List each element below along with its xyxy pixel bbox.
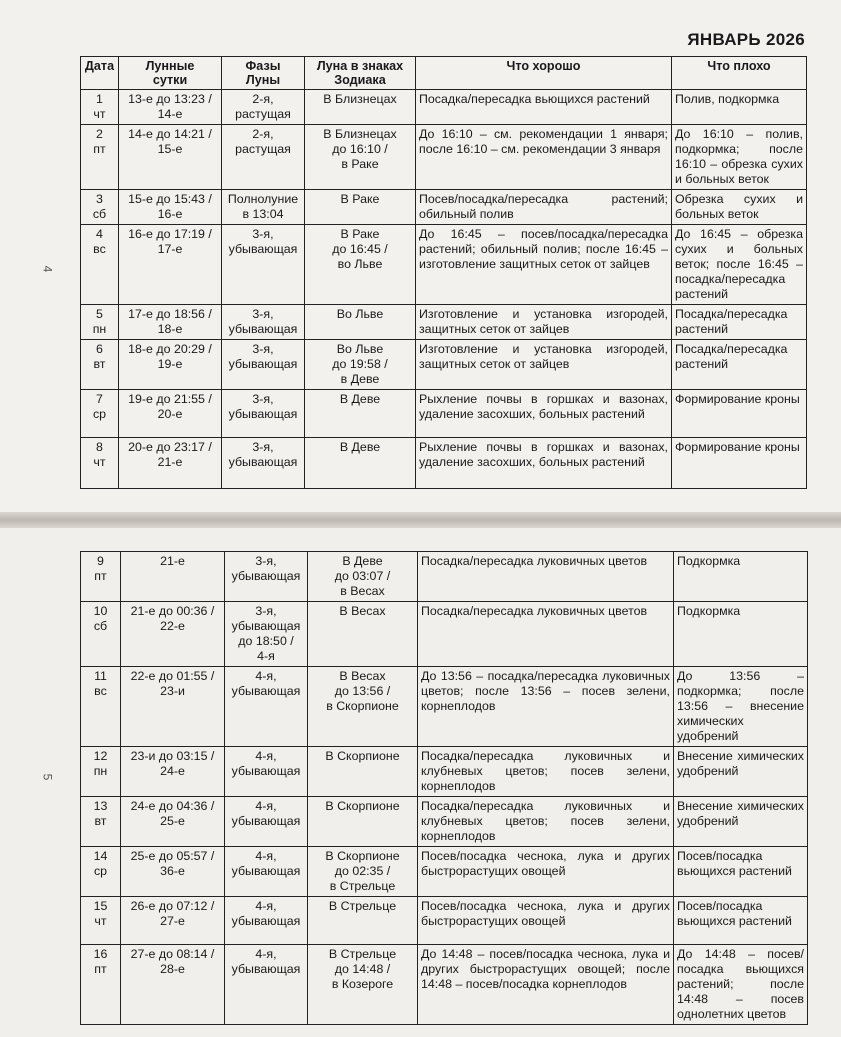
- good-activities-text: Посадка/пересадка вьющихся растений: [419, 92, 650, 106]
- moon-phase-cell: [222, 125, 305, 190]
- bottom-page: [0, 528, 841, 1037]
- lunar-day-cell: [121, 945, 225, 1025]
- lunar-day-cell: [119, 90, 222, 125]
- zodiac-text: В Деве: [339, 440, 381, 454]
- table-row: [81, 225, 807, 305]
- zodiac-cell: [305, 305, 416, 340]
- moon-phase-text: 4-я, убывающая: [231, 749, 301, 778]
- bad-activities-cell: [674, 797, 808, 847]
- bad-activities-text: До 16:45 – обрезка сухих и больных веток; после 16:45 – посадка/пересадка растений: [675, 227, 803, 301]
- weekday: вт: [93, 357, 106, 371]
- good-activities-text: До 14:48 – посев/посадка чеснока, лука и других быстрорастущих овощей; после 14:48 – посев/посадка корнеплодов: [421, 947, 670, 991]
- page-number-bottom: 5: [40, 773, 55, 781]
- good-activities-cell: [416, 390, 672, 438]
- good-activities-text: До 16:45 – посев/посадка/пересадка растений; обильный полив; после 16:45 – изготовление защитных сеток от зайцев: [419, 227, 668, 271]
- weekday: сб: [93, 619, 108, 633]
- zodiac-text: В Скорпионе до 02:35 / в Стрельце: [325, 849, 400, 893]
- good-activities-text: Рыхление почвы в горшках и вазонах, удаление засохших, больных растений: [419, 392, 668, 421]
- day-number: 4: [96, 227, 103, 241]
- good-activities-text: Посев/посадка/пересадка растений; обильный полив: [419, 192, 668, 221]
- table-row: [81, 602, 808, 667]
- weekday: ср: [92, 407, 107, 421]
- lunar-day-cell: [119, 438, 222, 489]
- moon-phase-cell: [222, 225, 305, 305]
- zodiac-text: В Стрельце: [328, 899, 397, 913]
- day-number: 3: [96, 192, 103, 206]
- zodiac-cell: [305, 340, 416, 390]
- moon-phase-cell: [225, 897, 308, 945]
- zodiac-cell: [308, 847, 418, 897]
- col-header-lunar-day: Лунные сутки: [119, 57, 222, 90]
- good-activities-text: Посадка/пересадка луковичных цветов: [421, 604, 648, 618]
- good-activities-cell: [418, 847, 674, 897]
- moon-phase-cell: [222, 390, 305, 438]
- weekday: чт: [93, 455, 106, 469]
- weekday: пн: [93, 764, 108, 778]
- day-number: 14: [93, 849, 108, 863]
- bad-activities-cell: [672, 125, 807, 190]
- date-cell: [81, 190, 119, 225]
- bad-activities-text: До 16:10 – полив, подкормка; после 16:10 – обрезка сухих и больных веток: [675, 127, 803, 186]
- day-number: 7: [96, 392, 103, 406]
- table-row: [81, 847, 808, 897]
- good-activities-text: Рыхление почвы в горшках и вазонах, удаление засохших, больных растений: [419, 440, 668, 469]
- moon-phase-text: Полнолуние в 13:04: [227, 192, 299, 221]
- lunar-day-text: 26-е до 07:12 / 27-е: [130, 899, 215, 928]
- moon-phase-cell: [222, 90, 305, 125]
- moon-phase-text: 3-я, убывающая: [228, 342, 298, 371]
- lunar-day-text: 15-е до 15:43 / 16-е: [128, 192, 212, 221]
- zodiac-cell: [308, 667, 418, 747]
- lunar-day-text: 18-е до 20:29 / 19-е: [128, 342, 212, 371]
- moon-phase-cell: [222, 305, 305, 340]
- date-cell: [81, 340, 119, 390]
- moon-phase-cell: [225, 602, 308, 667]
- weekday: пт: [94, 962, 107, 976]
- moon-phase-cell: [225, 747, 308, 797]
- moon-phase-text: 3-я, убывающая: [231, 554, 301, 583]
- zodiac-text: Во Льве: [336, 307, 384, 321]
- bad-activities-text: До 14:48 – посев/посадка вьющихся растений; после 14:48 – посев однолетних цветов: [677, 947, 804, 1021]
- weekday: пт: [93, 142, 106, 156]
- zodiac-text: В Скорпионе: [325, 749, 400, 763]
- lunar-day-text: 22-е до 01:55 / 23-и: [130, 669, 215, 698]
- col-header-zodiac: Луна в знаках Зодиака: [305, 57, 416, 90]
- moon-phase-text: 2-я, растущая: [235, 127, 291, 156]
- good-activities-cell: [416, 438, 672, 489]
- table-header-row: [81, 57, 807, 90]
- zodiac-text: В Весах: [339, 604, 386, 618]
- table-row: [81, 797, 808, 847]
- zodiac-cell: [308, 602, 418, 667]
- top-page: [0, 0, 841, 512]
- zodiac-text: В Стрельце до 14:48 / в Козероге: [328, 947, 397, 991]
- zodiac-cell: [308, 945, 418, 1025]
- col-header-bad: Что плохо: [672, 57, 807, 90]
- good-activities-text: До 13:56 – посадка/пересадка луковичных цветов; после 13:56 – посев зелени, корнеплодов: [421, 669, 670, 713]
- moon-phase-text: 4-я, убывающая: [231, 799, 301, 828]
- date-cell: [81, 225, 119, 305]
- lunar-calendar-table-bottom: [80, 551, 808, 1025]
- moon-phase-text: 3-я, убывающая: [228, 392, 298, 421]
- zodiac-cell: [305, 190, 416, 225]
- good-activities-cell: [418, 552, 674, 602]
- day-number: 6: [96, 342, 103, 356]
- moon-phase-text: 4-я, убывающая: [231, 899, 301, 928]
- weekday: вс: [93, 242, 106, 256]
- lunar-day-cell: [121, 552, 225, 602]
- moon-phase-text: 3-я, убывающая: [228, 307, 298, 336]
- bad-activities-text: Посев/посадка вьющихся растений: [677, 899, 792, 928]
- bad-activities-cell: [672, 225, 807, 305]
- moon-phase-cell: [222, 438, 305, 489]
- lunar-day-cell: [121, 602, 225, 667]
- good-activities-text: Посев/посадка чеснока, лука и других быстрорастущих овощей: [421, 849, 670, 878]
- date-cell: [81, 125, 119, 190]
- day-number: 13: [93, 799, 108, 813]
- table-row: [81, 438, 807, 489]
- bad-activities-cell: [672, 90, 807, 125]
- bad-activities-text: Внесение химических удобрений: [677, 749, 804, 778]
- moon-phase-text: 4-я, убывающая: [231, 947, 301, 976]
- table-row: [81, 340, 807, 390]
- lunar-day-text: 16-е до 17:19 / 17-е: [128, 227, 212, 256]
- table-row: [81, 390, 807, 438]
- table-row: [81, 90, 807, 125]
- date-cell: [81, 552, 121, 602]
- day-number: 2: [96, 127, 103, 141]
- date-cell: [81, 897, 121, 945]
- lunar-day-cell: [121, 747, 225, 797]
- lunar-day-text: 23-и до 03:15 / 24-е: [130, 749, 215, 778]
- date-cell: [81, 945, 121, 1025]
- lunar-day-text: 25-е до 05:57 / 36-е: [130, 849, 215, 878]
- good-activities-cell: [418, 602, 674, 667]
- lunar-day-text: 17-е до 18:56 / 18-е: [128, 307, 212, 336]
- bad-activities-text: Посев/посадка вьющихся растений: [677, 849, 792, 878]
- lunar-day-cell: [121, 797, 225, 847]
- table-row: [81, 190, 807, 225]
- date-cell: [81, 390, 119, 438]
- good-activities-text: Посадка/пересадка луковичных и клубневых цветов; посев зелени, корнеплодов: [421, 749, 670, 793]
- bad-activities-cell: [674, 602, 808, 667]
- zodiac-cell: [308, 797, 418, 847]
- lunar-day-cell: [121, 667, 225, 747]
- weekday: пт: [94, 569, 107, 583]
- col-header-date: Дата: [81, 57, 119, 90]
- zodiac-text: Во Льве до 19:58 / в Деве: [332, 342, 388, 386]
- moon-phase-text: 4-я, убывающая: [231, 669, 301, 698]
- zodiac-cell: [305, 225, 416, 305]
- table-row: [81, 667, 808, 747]
- lunar-day-cell: [119, 305, 222, 340]
- zodiac-text: В Близнецах до 16:10 / в Раке: [323, 127, 397, 171]
- table-row: [81, 747, 808, 797]
- day-number: 1: [96, 92, 103, 106]
- date-cell: [81, 602, 121, 667]
- good-activities-cell: [418, 797, 674, 847]
- weekday: чт: [93, 107, 106, 121]
- bad-activities-cell: [672, 390, 807, 438]
- good-activities-cell: [416, 305, 672, 340]
- zodiac-text: В Скорпионе: [325, 799, 400, 813]
- good-activities-cell: [418, 667, 674, 747]
- bad-activities-text: Посадка/пересадка растений: [675, 342, 788, 371]
- bad-activities-text: Полив, подкормка: [675, 92, 780, 106]
- zodiac-cell: [308, 552, 418, 602]
- zodiac-cell: [305, 125, 416, 190]
- lunar-day-cell: [119, 340, 222, 390]
- moon-phase-cell: [225, 552, 308, 602]
- good-activities-cell: [416, 340, 672, 390]
- bad-activities-cell: [672, 190, 807, 225]
- bad-activities-cell: [674, 667, 808, 747]
- lunar-day-text: 21-е: [160, 554, 185, 568]
- bad-activities-text: Формирование кроны: [675, 440, 800, 454]
- zodiac-text: В Деве до 03:07 / в Весах: [334, 554, 391, 598]
- lunar-day-text: 14-е до 14:21 / 15-е: [128, 127, 212, 156]
- bad-activities-text: До 13:56 – подкормка; после 13:56 – внесение химических удобрений: [677, 669, 804, 743]
- zodiac-text: В Раке: [340, 192, 380, 206]
- moon-phase-cell: [225, 797, 308, 847]
- bad-activities-text: Обрезка сухих и больных веток: [675, 192, 803, 221]
- day-number: 5: [96, 307, 103, 321]
- bad-activities-cell: [674, 847, 808, 897]
- day-number: 11: [94, 669, 107, 683]
- zodiac-cell: [308, 897, 418, 945]
- date-cell: [81, 797, 121, 847]
- moon-phase-text: 3-я, убывающая: [228, 227, 298, 256]
- date-cell: [81, 747, 121, 797]
- good-activities-cell: [416, 90, 672, 125]
- table-row: [81, 552, 808, 602]
- day-number: 16: [93, 947, 108, 961]
- lunar-day-text: 19-е до 21:55 / 20-е: [128, 392, 212, 421]
- date-cell: [81, 667, 121, 747]
- moon-phase-cell: [225, 667, 308, 747]
- good-activities-text: Посев/посадка чеснока, лука и других быстрорастущих овощей: [421, 899, 670, 928]
- moon-phase-cell: [222, 340, 305, 390]
- zodiac-cell: [305, 390, 416, 438]
- date-cell: [81, 847, 121, 897]
- zodiac-cell: [305, 90, 416, 125]
- day-number: 12: [93, 749, 108, 763]
- day-number: 9: [97, 554, 104, 568]
- zodiac-text: В Весах до 13:56 / в Скорпионе: [326, 669, 399, 713]
- bad-activities-cell: [672, 340, 807, 390]
- moon-phase-cell: [222, 190, 305, 225]
- day-number: 8: [96, 440, 103, 454]
- bad-activities-cell: [672, 305, 807, 340]
- month-title: ЯНВАРЬ 2026: [687, 30, 805, 49]
- day-number: 10: [93, 604, 108, 618]
- bad-activities-text: Внесение химических удобрений: [677, 799, 804, 828]
- lunar-day-cell: [119, 390, 222, 438]
- date-cell: [81, 305, 119, 340]
- moon-phase-text: 4-я, убывающая: [231, 849, 301, 878]
- good-activities-cell: [416, 225, 672, 305]
- bad-activities-cell: [674, 945, 808, 1025]
- lunar-day-text: 13-е до 13:23 / 14-е: [128, 92, 212, 121]
- good-activities-cell: [418, 945, 674, 1025]
- good-activities-cell: [416, 125, 672, 190]
- moon-phase-text: 3-я, убывающая до 18:50 / 4-я: [231, 604, 301, 663]
- good-activities-cell: [418, 747, 674, 797]
- good-activities-text: Изготовление и установка изгородей, защитных сеток от зайцев: [419, 307, 668, 336]
- page-number-top: 4: [40, 265, 55, 273]
- lunar-day-cell: [119, 225, 222, 305]
- table-row: [81, 305, 807, 340]
- good-activities-text: До 16:10 – см. рекомендации 1 января; после 16:10 – см. рекомендации 3 января: [419, 127, 668, 156]
- lunar-day-text: 24-е до 04:36 / 25-е: [130, 799, 215, 828]
- bad-activities-text: Подкормка: [677, 554, 741, 568]
- zodiac-text: В Деве: [339, 392, 381, 406]
- zodiac-text: В Раке до 16:45 / во Льве: [332, 227, 388, 271]
- weekday: сб: [92, 207, 107, 221]
- col-header-good: Что хорошо: [416, 57, 672, 90]
- good-activities-cell: [418, 897, 674, 945]
- good-activities-text: Изготовление и установка изгородей, защитных сеток от зайцев: [419, 342, 668, 371]
- bad-activities-cell: [672, 438, 807, 489]
- lunar-day-text: 20-е до 23:17 / 21-е: [128, 440, 212, 469]
- col-header-moon-phase: Фазы Луны: [222, 57, 305, 90]
- bad-activities-cell: [674, 747, 808, 797]
- date-cell: [81, 90, 119, 125]
- zodiac-text: В Близнецах: [323, 92, 397, 106]
- lunar-day-cell: [121, 897, 225, 945]
- bad-activities-text: Посадка/пересадка растений: [675, 307, 788, 336]
- moon-phase-cell: [225, 945, 308, 1025]
- date-cell: [81, 438, 119, 489]
- bad-activities-cell: [674, 552, 808, 602]
- moon-phase-cell: [225, 847, 308, 897]
- table-row: [81, 897, 808, 945]
- table-row: [81, 945, 808, 1025]
- weekday: вс: [94, 684, 107, 698]
- lunar-day-cell: [119, 190, 222, 225]
- bad-activities-text: Подкормка: [677, 604, 741, 618]
- lunar-day-text: 27-е до 08:14 / 28-е: [130, 947, 215, 976]
- lunar-day-cell: [119, 125, 222, 190]
- day-number: 15: [93, 899, 108, 913]
- weekday: чт: [94, 914, 107, 928]
- weekday: пн: [92, 322, 107, 336]
- table-row: [81, 125, 807, 190]
- lunar-day-cell: [121, 847, 225, 897]
- moon-phase-text: 3-я, убывающая: [228, 440, 298, 469]
- zodiac-cell: [308, 747, 418, 797]
- moon-phase-text: 2-я, растущая: [235, 92, 291, 121]
- good-activities-text: Посадка/пересадка луковичных и клубневых цветов; посев зелени, корнеплодов: [421, 799, 670, 843]
- weekday: вт: [94, 814, 107, 828]
- good-activities-cell: [416, 190, 672, 225]
- lunar-calendar-table-top: [80, 56, 807, 489]
- book-spine: [0, 512, 841, 528]
- good-activities-text: Посадка/пересадка луковичных цветов: [421, 554, 648, 568]
- weekday: ср: [93, 864, 108, 878]
- lunar-day-text: 21-е до 00:36 / 22-е: [130, 604, 215, 633]
- bad-activities-text: Формирование кроны: [675, 392, 800, 406]
- bad-activities-cell: [674, 897, 808, 945]
- zodiac-cell: [305, 438, 416, 489]
